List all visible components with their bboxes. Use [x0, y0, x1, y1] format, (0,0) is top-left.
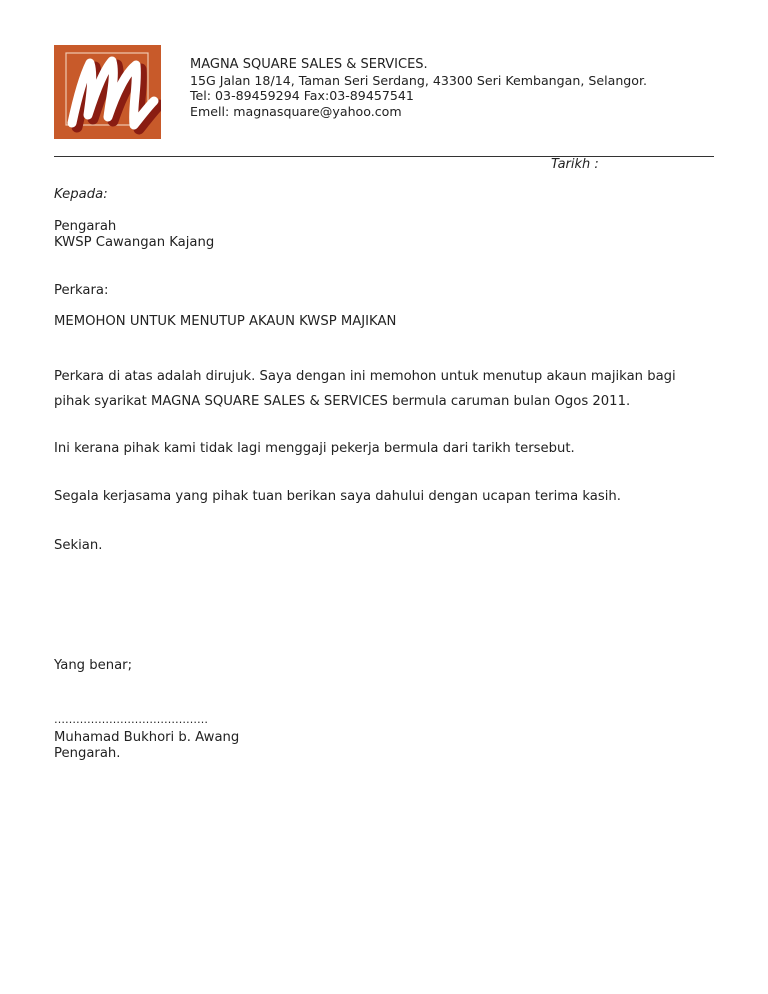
company-email: Emell: magnasquare@yahoo.com: [190, 103, 402, 119]
signature-name: Muhamad Bukhori b. Awang: [54, 730, 240, 745]
recipient-label: Kepada:: [54, 187, 108, 202]
company-info: [190, 57, 647, 119]
body-paragraph-3: Segala kerjasama yang pihak tuan berikan saya dahului dengan ucapan terima kasih.: [54, 489, 621, 504]
subject-title: MEMOHON UNTUK MENUTUP AKAUN KWSP MAJIKAN: [54, 314, 397, 329]
logo-m-icon: [54, 45, 161, 139]
recipient-line2: KWSP Cawangan Kajang: [54, 235, 215, 250]
header-divider: [54, 156, 714, 157]
company-address: 15G Jalan 18/14, Taman Seri Serdang, 43300 Seri Kembangan, Selangor.: [190, 72, 648, 88]
body-closing: Sekian.: [54, 538, 103, 553]
recipient-line1: Pengarah: [54, 219, 117, 234]
body-paragraph-1-line-2: pihak syarikat MAGNA SQUARE SALES & SERVICES bermula caruman bulan Ogos 2011.: [54, 394, 631, 409]
signature-title: Pengarah.: [54, 746, 121, 761]
company-name: MAGNA SQUARE SALES & SERVICES.: [190, 57, 428, 72]
signature-salutation: Yang benar;: [54, 658, 133, 673]
body-paragraph-2: Ini kerana pihak kami tidak lagi menggaji pekerja bermula dari tarikh tersebut.: [54, 441, 575, 456]
signature-dotted-line: ……………………………………: [54, 713, 208, 726]
subject-label: Perkara:: [54, 283, 109, 298]
date-label: Tarikh :: [551, 157, 599, 172]
company-phone-fax: Tel: 03-89459294 Fax:03-89457541: [190, 88, 414, 103]
body-paragraph-1-line-1: Perkara di atas adalah dirujuk. Saya dengan ini memohon untuk menutup akaun majikan bagi: [54, 369, 676, 384]
body-paragraph-1: [54, 364, 676, 414]
company-logo: [54, 45, 161, 139]
